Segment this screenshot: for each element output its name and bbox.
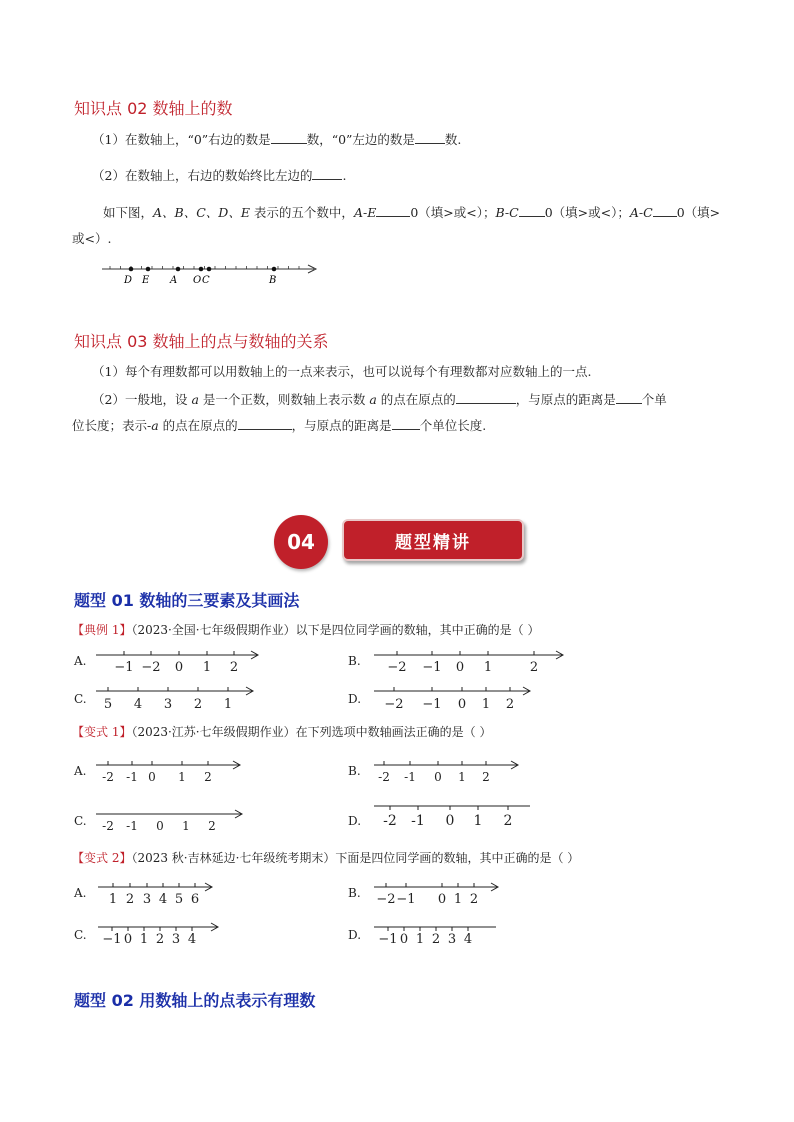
var1-text: （2023·江苏·七年级假期作业）在下列选项中数轴画法正确的是（ ） — [131, 725, 492, 739]
var1-axis-b[interactable] — [372, 757, 520, 787]
tick-label: 2 — [155, 932, 165, 947]
tick-label: 1 — [458, 770, 466, 784]
blank — [653, 204, 677, 217]
var1-question — [72, 722, 491, 742]
blank — [271, 131, 307, 144]
tick-label: 0 — [437, 892, 447, 907]
ex1-axis-a[interactable] — [94, 647, 259, 677]
tick-label: 1 — [108, 892, 118, 907]
var-a: a — [191, 392, 199, 407]
kp02-line1-c: 数. — [444, 132, 462, 147]
ex1-axis-b[interactable] — [372, 647, 564, 677]
var1-option-c[interactable]: C. — [74, 814, 87, 828]
label-e: E — [142, 275, 150, 286]
tx02-title: 题型 02 用数轴上的点表示有理数 — [74, 991, 316, 1010]
tick-label: 2 — [469, 892, 479, 907]
tick-label: −1 — [422, 660, 442, 675]
tick-label: 0 — [148, 770, 156, 784]
tick-label: 1 — [223, 697, 233, 712]
tick-label: 1 — [473, 813, 483, 829]
kp02-line3-e: 0（填> — [676, 205, 721, 220]
kp03-line2-c: 的点在原点的 — [376, 392, 456, 407]
kp02-line2-b: . — [342, 168, 347, 183]
tick-label: 4 — [133, 697, 143, 712]
kp02-ac: A-C — [629, 205, 653, 220]
ex1-tag: 【典例 1】 — [72, 623, 132, 637]
tick-label: -1 — [411, 813, 425, 829]
point-d — [129, 267, 134, 272]
tick-label: -1 — [126, 819, 138, 833]
tick-label: 2 — [482, 770, 490, 784]
var1-option-a[interactable]: A. — [74, 764, 87, 778]
ex1-axis-c[interactable] — [94, 684, 254, 714]
tick-label: 2 — [229, 660, 239, 675]
tick-label: 1 — [202, 660, 212, 675]
tick-label: 0 — [174, 660, 184, 675]
ex1-option-b[interactable]: B. — [348, 654, 361, 668]
var1-tag: 【变式 1】 — [72, 725, 132, 739]
tick-label: 2 — [503, 813, 513, 829]
tick-label: 4 — [158, 892, 168, 907]
kp03-line3-c: ，与原点的距离是 — [291, 418, 392, 433]
ex1-option-c[interactable]: C. — [74, 692, 87, 706]
tick-label: 3 — [142, 892, 152, 907]
tick-label: 1 — [139, 932, 149, 947]
var2-tag: 【变式 2】 — [72, 851, 132, 865]
point-o — [199, 267, 204, 272]
tick-label: −2 — [384, 697, 404, 712]
kp02-line2-a: （2）在数轴上，右边的数始终比左边的 — [92, 168, 313, 183]
tick-label: 5 — [103, 697, 113, 712]
kp03-line1: （1）每个有理数都可以用数轴上的一点来表示，也可以说每个有理数都对应数轴上的一点. — [92, 364, 592, 379]
tick-label: −2 — [376, 892, 396, 907]
point-a — [176, 267, 181, 272]
var1-axis-c[interactable] — [94, 806, 244, 836]
ex1-option-d[interactable]: D. — [348, 692, 362, 706]
point-e — [146, 267, 151, 272]
tick-label: -2 — [102, 770, 114, 784]
tick-label: 2 — [431, 932, 441, 947]
blank — [238, 417, 292, 430]
blank — [519, 204, 545, 217]
label-b: B — [269, 275, 277, 286]
kp02-line1-a: （1）在数轴上，“0”右边的数是 — [92, 132, 271, 147]
section-badge-number: 04 — [274, 515, 328, 569]
var2-option-c[interactable]: C. — [74, 928, 87, 942]
kp02-line3-c: 0（填>或<）； — [410, 205, 496, 220]
tick-label: −1 — [114, 660, 134, 675]
tick-label: 1 — [182, 819, 190, 833]
kp03-line2 — [92, 390, 667, 410]
tick-label: −1 — [422, 697, 442, 712]
var2-option-d[interactable]: D. — [348, 928, 362, 942]
var2-question — [72, 848, 579, 868]
kp03-line2-e: 个单 — [641, 392, 667, 407]
kp03-line2-a: （2）一般地，设 — [92, 392, 192, 407]
var2-axis-a[interactable] — [96, 879, 214, 909]
kp02-line4: 或<）. — [72, 231, 112, 246]
label-o: O — [193, 275, 202, 286]
kp03-line2-b: 是一个正数，则数轴上表示数 — [198, 392, 370, 407]
blank — [376, 204, 410, 217]
label-a: A — [170, 275, 178, 286]
tick-label: 3 — [163, 697, 173, 712]
kp03-line3-a: 位长度；表示- — [72, 418, 152, 433]
tick-label: 1 — [453, 892, 463, 907]
tick-label: -2 — [383, 813, 397, 829]
tick-label: 0 — [123, 932, 133, 947]
tick-label: −1 — [396, 892, 416, 907]
kp02-line3-b: 表示的五个数中， — [249, 205, 354, 220]
tick-label: 2 — [125, 892, 135, 907]
kp02-vars: A、B、C、D、E — [153, 205, 250, 220]
blank — [456, 391, 516, 404]
kp03-line2-d: ，与原点的距离是 — [515, 392, 616, 407]
var2-option-a[interactable]: A. — [74, 886, 87, 900]
tick-label: 2 — [204, 770, 212, 784]
kp02-line3 — [103, 203, 720, 223]
tick-label: -1 — [404, 770, 416, 784]
kp02-line2 — [92, 166, 346, 186]
tick-label: 2 — [529, 660, 539, 675]
tick-label: −2 — [387, 660, 407, 675]
tick-label: -2 — [102, 819, 114, 833]
ex1-axis-d[interactable] — [372, 684, 532, 714]
blank — [392, 417, 420, 430]
tick-label: 1 — [483, 660, 493, 675]
point-c — [207, 267, 212, 272]
var1-option-b[interactable]: B. — [348, 764, 361, 778]
var1-option-d[interactable]: D. — [348, 814, 362, 828]
tick-label: 0 — [399, 932, 409, 947]
kp02-line1-b: 数，“0”左边的数是 — [306, 132, 415, 147]
blank — [415, 131, 445, 144]
tx01-title: 题型 01 数轴的三要素及其画法 — [74, 591, 300, 610]
tick-label: 2 — [193, 697, 203, 712]
var-a: a — [151, 418, 159, 433]
ex1-question — [72, 620, 539, 640]
ex1-option-a[interactable]: A. — [74, 654, 87, 668]
var1-axis-a[interactable] — [94, 757, 242, 787]
kp03-line3-d: 个单位长度. — [419, 418, 487, 433]
var2-axis-b[interactable] — [372, 879, 500, 909]
kp02-line1 — [92, 130, 461, 150]
tick-label: 1 — [178, 770, 186, 784]
tick-label: -2 — [378, 770, 390, 784]
tick-label: 1 — [481, 697, 491, 712]
section-badge-label: 题型精讲 — [342, 519, 524, 561]
tick-label: 5 — [174, 892, 184, 907]
tick-label: 0 — [156, 819, 164, 833]
kp02-line3-a: 如下图， — [103, 205, 154, 220]
tick-label: −1 — [102, 932, 122, 947]
kp02-bc: B-C — [495, 205, 519, 220]
kp02-ae: A-E — [353, 205, 377, 220]
var2-option-b[interactable]: B. — [348, 886, 361, 900]
tick-label: 0 — [434, 770, 442, 784]
tick-label: 0 — [455, 660, 465, 675]
tick-label: 6 — [190, 892, 200, 907]
var1-axis-d[interactable] — [372, 801, 532, 833]
tick-label: 2 — [505, 697, 515, 712]
kp03-line3 — [72, 416, 486, 436]
label-c: C — [202, 275, 210, 286]
tick-label: 3 — [447, 932, 457, 947]
tick-label: 0 — [445, 813, 455, 829]
point-b — [272, 267, 277, 272]
tick-label: 0 — [457, 697, 467, 712]
blank — [616, 391, 642, 404]
points-number-line — [100, 258, 325, 288]
kp03-title: 知识点 03 数轴上的点与数轴的关系 — [74, 332, 329, 351]
var-a: a — [369, 392, 377, 407]
ex1-text: （2023·全国·七年级假期作业）以下是四位同学画的数轴，其中正确的是（ ） — [131, 623, 540, 637]
kp02-line3-d: 0（填>或<）； — [544, 205, 630, 220]
tick-label: 2 — [208, 819, 216, 833]
var2-axis-c[interactable] — [96, 919, 220, 951]
tick-label: −2 — [141, 660, 161, 675]
var2-text: （2023 秋·吉林延边·七年级统考期末）下面是四位同学画的数轴，其中正确的是（ ） — [131, 851, 580, 865]
tick-label: 3 — [171, 932, 181, 947]
tick-label: 1 — [415, 932, 425, 947]
tick-label: 4 — [187, 932, 197, 947]
tick-label: -1 — [126, 770, 138, 784]
var2-axis-d[interactable] — [372, 919, 500, 951]
label-d: D — [124, 275, 133, 286]
blank — [312, 167, 342, 180]
kp03-line3-b: 的点在原点的 — [158, 418, 238, 433]
tick-label: −1 — [378, 932, 398, 947]
tick-label: 4 — [463, 932, 473, 947]
kp02-title: 知识点 02 数轴上的数 — [74, 99, 233, 118]
